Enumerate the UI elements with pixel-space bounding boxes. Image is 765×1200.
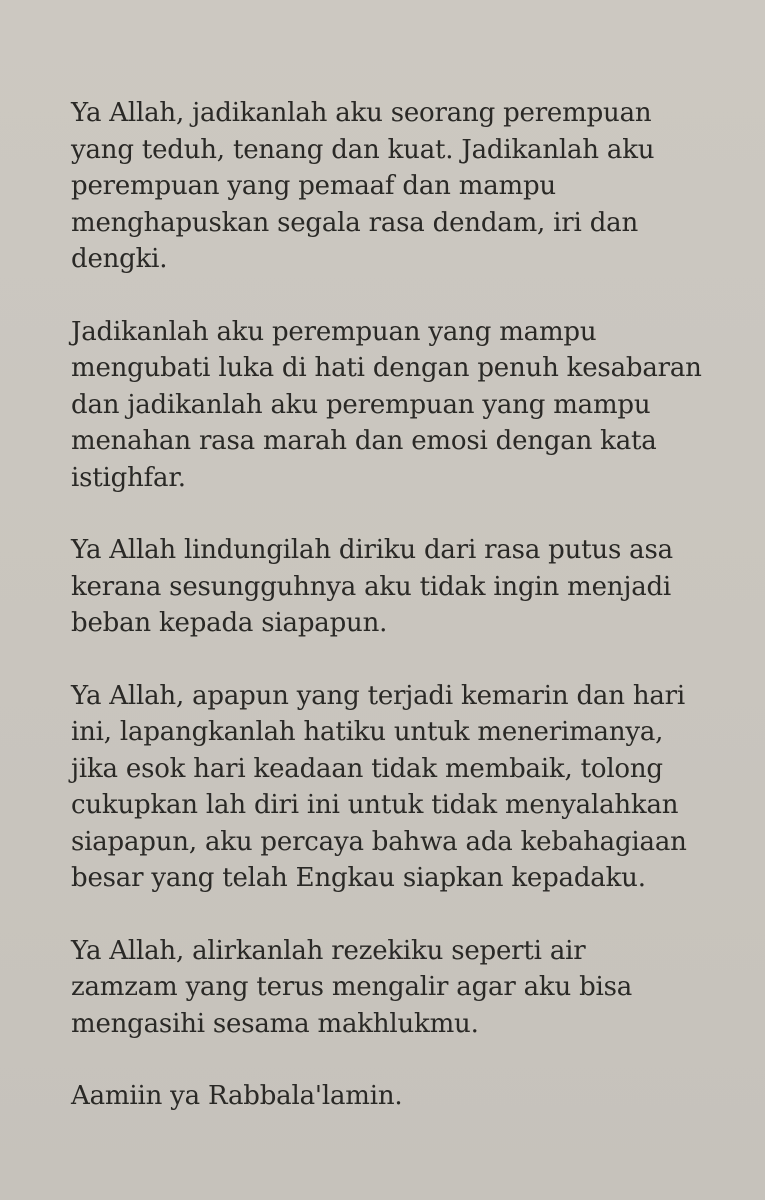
text-line: perempuan yang pemaaf dan mampu [71,171,556,201]
text-line: dan jadikanlah aku perempuan yang mampu [71,389,651,420]
text-line: Ya Allah, jadikanlah aku seorang perempuan [71,98,652,128]
paragraph-1 [71,95,711,278]
paragraph-2 [71,314,711,497]
text-line: Ya Allah, alirkanlah rezekiku seperti air [71,935,586,966]
text-line: siapapun, aku percaya bahwa ada kebahagiaan [71,826,687,857]
text-line: Aamiin ya Rabbala'lamin. [71,1081,403,1111]
text-line: Jadikanlah aku perempuan yang mampu [71,316,597,347]
paragraph-3 [71,532,711,642]
text-line: yang teduh, tenang dan kuat. Jadikanlah aku [71,134,655,165]
text-line: beban kepada siapapun. [71,608,388,638]
text-line: Ya Allah, apapun yang terjadi kemarin dan hari [71,680,686,711]
text-line: zamzam yang terus mengalir agar aku bisa [71,972,633,1002]
text-line: dengki. [71,244,168,274]
text-line: cukupkan lah diri ini untuk tidak menyalahkan [71,790,679,820]
paragraph-4 [71,678,711,897]
text-line: jika esok hari keadaan tidak membaik, tolong [71,753,663,784]
text-line: mengubati luka di hati dengan penuh kesabaran [71,353,702,383]
text-line: istighfar. [71,462,186,493]
text-line: menahan rasa marah dan emosi dengan kata [71,426,657,456]
text-line: Ya Allah lindungilah diriku dari rasa putus asa [71,535,673,565]
text-line: besar yang telah Engkau siapkan kepadaku. [71,863,646,893]
prayer-text [71,95,711,1151]
text-line: ini, lapangkanlah hatiku untuk menerimanya, [71,717,664,747]
text-line: kerana sesungguhnya aku tidak ingin menjadi [71,571,672,602]
paragraph-closing [71,1078,711,1115]
text-line: menghapuskan segala rasa dendam, iri dan [71,207,638,238]
text-line: mengasihi sesama makhlukmu. [71,1008,479,1039]
paragraph-5 [71,933,711,1043]
